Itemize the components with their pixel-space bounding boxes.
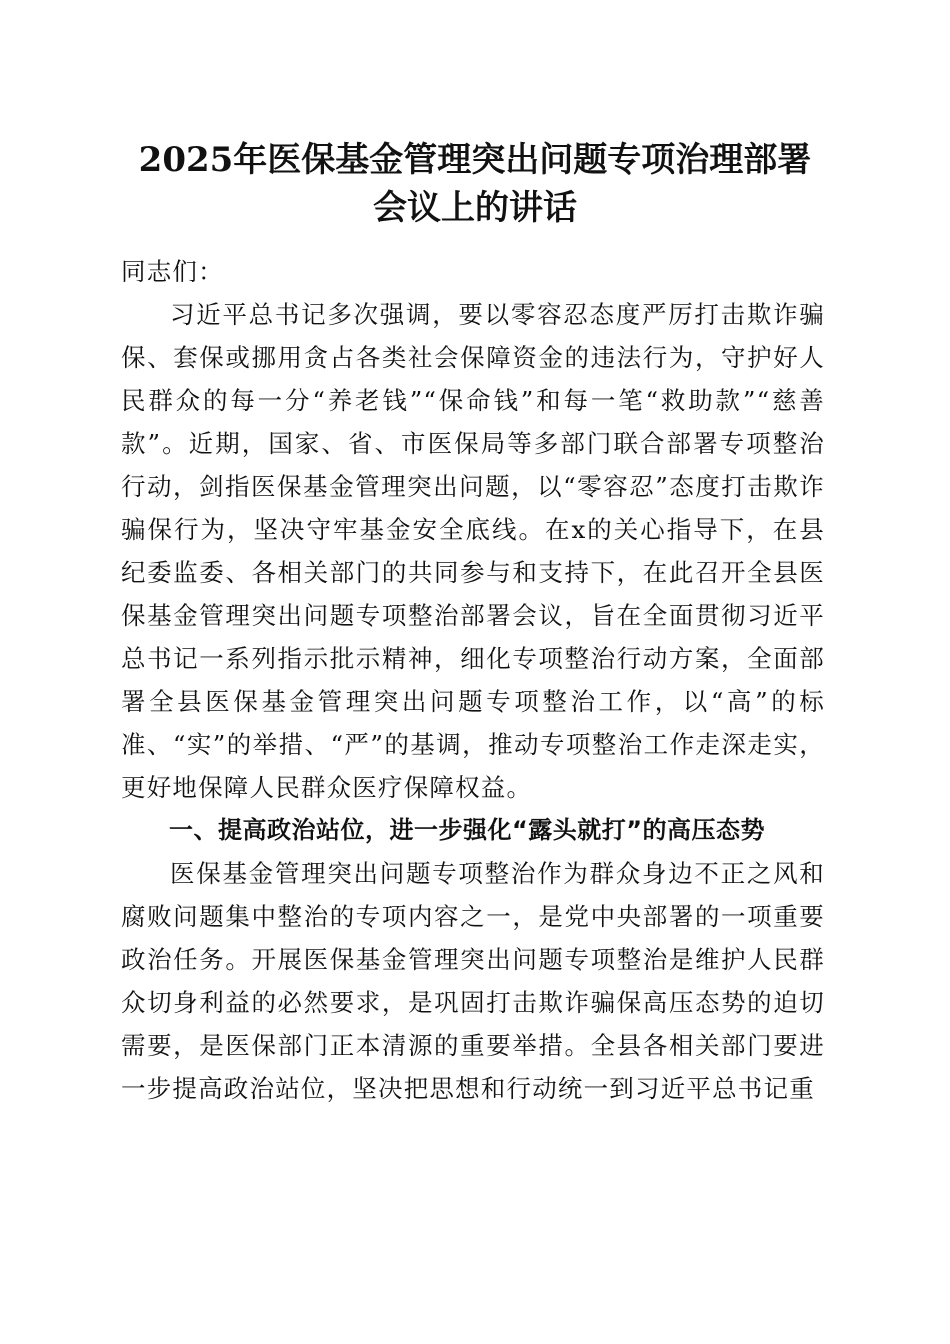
document-title [100, 136, 850, 232]
document-body [121, 250, 825, 1110]
title-line-2: 会议上的讲话 [373, 188, 577, 228]
paragraph-section-1: 医保基金管理突出问题专项整治作为群众身边不正之风和腐败问题集中整治的专项内容之一，是党中央部署的一项重要政治任务。开展医保基金管理突出问题专项整治是维护人民群众切身利益的必然要求，是巩固打击欺诈骗保高压态势的迫切需要，是医保部门正本清源的重要举措。全县各相关部门要进一步提高政治站位，坚决把思想和行动统一到习近平总书记重 [121, 859, 825, 1103]
section-heading-1: 一、提高政治站位，进一步强化“露头就打”的高压态势 [169, 816, 766, 844]
paragraph-intro: 习近平总书记多次强调，要以零容忍态度严厉打击欺诈骗保、套保或挪用贪占各类社会保障资金的违法行为，守护好人民群众的每一分“养老钱”“保命钱”和每一笔“救助款”“慈善款”。近期，国家、省、市医保局等多部门联合部署专项整治行动，剑指医保基金管理突出问题，以“零容忍”态度打击欺诈骗保行为，坚决守牢基金安全底线。在x的关心指导下，在县纪委监委、各相关部门的共同参与和支持下，在此召开全县医保基金管理突出问题专项整治部署会议，旨在全面贯彻习近平总书记一系列指示批示精神，细化专项整治行动方案，全面部署全县医保基金管理突出问题专项整治工作，以“高”的标准、“实”的举措、“严”的基调，推动专项整治工作走深走实，更好地保障人民群众医疗保障权益。 [121, 300, 825, 802]
title-line-1: 2025年医保基金管理突出问题专项治理部署 [138, 140, 812, 180]
greeting: 同志们： [121, 257, 224, 286]
